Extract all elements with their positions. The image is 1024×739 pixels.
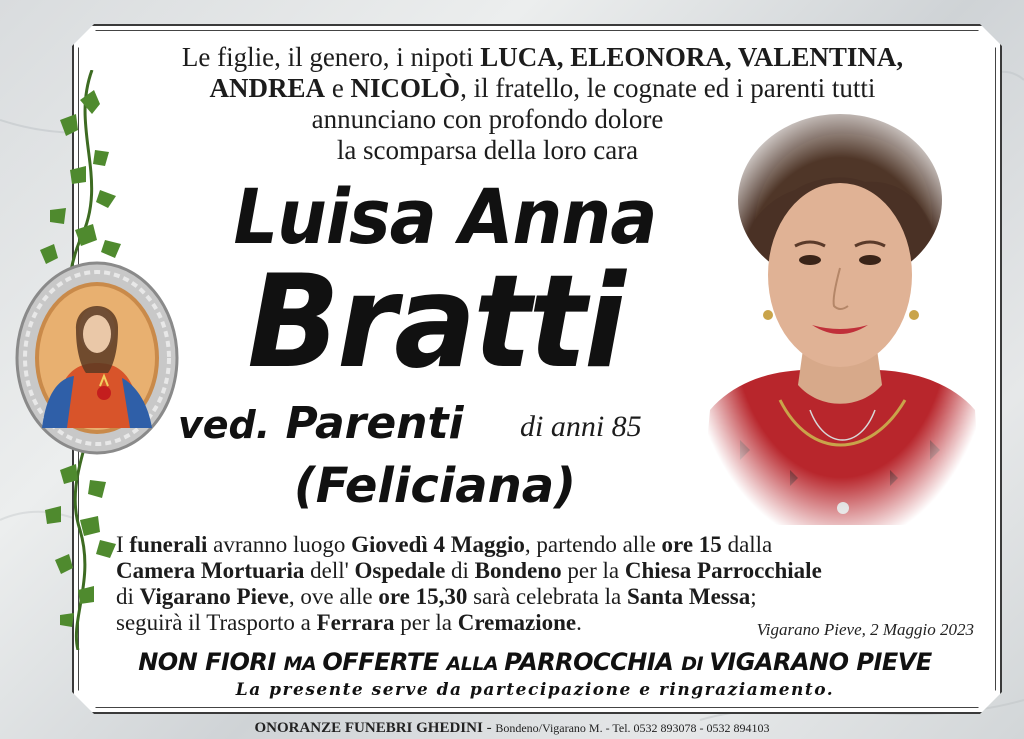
funeral-word: funerali (129, 532, 208, 557)
town-vigarano: Vigarano Pieve (139, 584, 289, 609)
funeral-text: per la (394, 610, 458, 635)
grandchild-name-nicolo: NICOLÒ (350, 73, 461, 103)
nf-word: DI (681, 653, 710, 675)
nf-word: NON FIORI (138, 648, 284, 676)
city-ferrara: Ferrara (316, 610, 395, 635)
cremation: Cremazione (457, 610, 577, 635)
mass-time: ore 15,30 (378, 584, 468, 609)
funeral-home-name: ONORANZE FUNEBRI GHEDINI (254, 720, 483, 736)
grandchildren-names: LUCA, ELEONORA, VALENTINA, (480, 42, 904, 72)
funeral-text: dalla (721, 532, 773, 557)
nf-word: MA (283, 653, 323, 675)
deceased-photo (700, 110, 982, 525)
intro-line-4: la scomparsa della loro cara (336, 135, 639, 165)
footer-separator: - (482, 720, 496, 736)
place-and-date: Vigarano Pieve, 2 Maggio 2023 (756, 620, 974, 639)
ved-label: ved. (178, 403, 271, 447)
nickname: (Feliciana) (293, 458, 577, 514)
funeral-text: , partendo alle (524, 532, 662, 557)
funeral-text: per la (561, 558, 625, 583)
funeral-text: I (116, 532, 130, 557)
funeral-text: dell' (304, 558, 355, 583)
announcement-intro (100, 42, 985, 166)
funeral-line-2 (116, 558, 986, 584)
intro-line-3: annunciano con profondo dolore (311, 104, 664, 134)
grandchild-name-andrea: ANDREA (209, 73, 326, 103)
intro-text: Le figlie, il genero, i nipoti (181, 42, 481, 72)
funeral-text: . (576, 610, 582, 635)
parish-church: Chiesa Parrocchiale (624, 558, 822, 583)
funeral-home-contacts: Bondeno/Vigarano M. - Tel. 0532 893078 - 0532 894103 (495, 721, 770, 735)
intro-line-1 (100, 42, 985, 73)
funeral-text: avranno luogo (207, 532, 352, 557)
relatives-text: , il fratello, le cognate ed i parenti tutti (460, 73, 876, 103)
town-bondeno: Bondeno (474, 558, 562, 583)
funeral-text: ; (750, 584, 757, 609)
holy-mass: Santa Messa (626, 584, 751, 609)
funeral-time: ore 15 (661, 532, 722, 557)
funeral-text: di (445, 558, 475, 583)
nf-word: VIGARANO PIEVE (709, 648, 932, 676)
thanks-line: La presente serve da partecipazione e ringraziamento. (235, 680, 835, 700)
sacred-heart-medallion (12, 258, 182, 458)
mortuary: Camera Mortuaria (116, 558, 305, 583)
funeral-line-3 (116, 584, 986, 610)
funeral-line-1 (116, 532, 986, 558)
funeral-text: seguirà il Trasporto a (116, 610, 317, 635)
surname: Bratti (247, 248, 623, 397)
no-flowers-notice (100, 648, 970, 676)
first-names: Luisa Anna (233, 172, 657, 261)
nf-word: OFFERTE (322, 648, 447, 676)
funeral-text: , ove alle (288, 584, 379, 609)
conjunction: e (325, 73, 351, 103)
intro-line-2 (100, 73, 985, 104)
funeral-text: sarà celebrata la (467, 584, 627, 609)
age: di anni 85 (520, 410, 642, 443)
funeral-home-footer (0, 720, 1024, 737)
funeral-text: di (116, 584, 140, 609)
funeral-date: Giovedì 4 Maggio (351, 532, 525, 557)
nf-word: PARROCCHIA (504, 648, 682, 676)
married-name: Parenti (285, 398, 464, 449)
hospital: Ospedale (354, 558, 446, 583)
married-name-line (178, 398, 464, 449)
nf-word: ALLA (446, 653, 505, 675)
